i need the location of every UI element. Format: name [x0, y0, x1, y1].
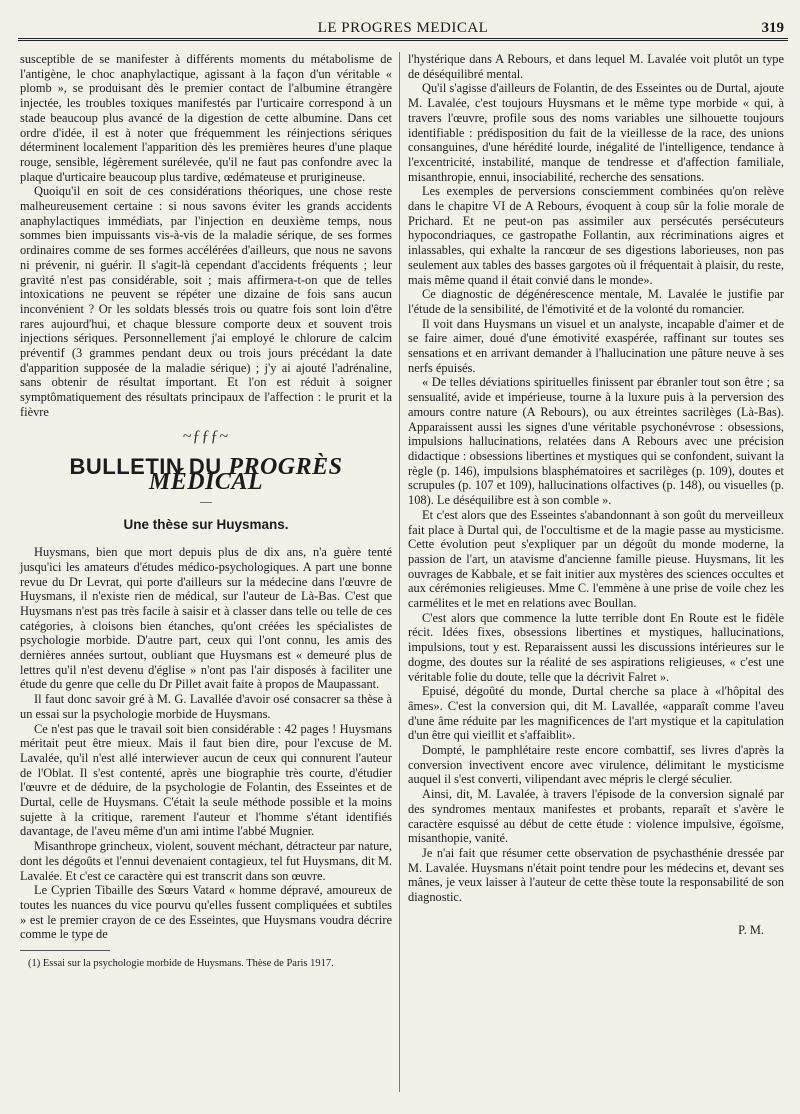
paragraph: Qu'il s'agisse d'ailleurs de Folantin, de des Esseintes ou de Durtal, ajoute M. Lavalée, c'est toujours Huysmans et le même type morbide « qui, à travers l'œuvre, profile sous des noms variables une silhouette toujours identifiable : prédisposition du fait de la vieillesse de la race, des unions consanguines, d'une hérédité lourde, inégalité de l'intelligence, tendance à l'excentricité, instabilité, manque de tendresse et d'affection familiale, misanthropie, ennui, insociabilité, recherche des sensations.	[408, 81, 784, 184]
paragraph: Les exemples de perversions consciemment combinées qu'on relève dans le chapitre VI de A Rebours, évoquent à coup sûr la folie morale de Prichard. Et ne peut-on pas assimiler aux persécutés persécuteurs hypocondriaques, ce gastropathe Follantin, aux récriminations aigres et inlassables, qui exhalte la rancœur de ses digestions laborieuses, non pas seulement aux tables des basses gargotes où il fréquentait à plaisir, du reste, mais même quand il était convié dans le monde».	[408, 184, 784, 287]
section-ornament: ~ƒƒƒ~	[182, 427, 230, 445]
bulletin-heading	[20, 454, 392, 495]
bulletin-heading-prefix: BULLETIN DU	[69, 454, 222, 480]
footnote-rule	[20, 950, 110, 951]
heading-dash: —	[200, 493, 212, 508]
paragraph: l'hystérique dans A Rebours, et dans lequel M. Lavalée voit plutôt un type de déséquilibré mental.	[408, 52, 784, 81]
column-divider	[399, 52, 400, 1092]
paragraph: Ce diagnostic de dégénérescence mentale, M. Lavalée le justifie par l'étude de la sensibilité, de l'émotivité et de la volonté du romancier.	[408, 287, 784, 316]
article-title: Une thèse sur Huysmans.	[123, 517, 289, 533]
paragraph: Il faut donc savoir gré à M. G. Lavallée d'avoir osé consacrer sa thèse à un essai sur la psychologie morbide de Huysmans.	[20, 692, 392, 721]
paragraph: Misanthrope grincheux, violent, souvent méchant, détracteur par nature, dont les dégoûts et l'ennui devenaient contagieux, tel fut Huysmans, dit M. Lavalée. Et c'est ce caractère qui est transcrit dans son œuvre.	[20, 839, 392, 883]
paragraph: Le Cyprien Tibaille des Sœurs Vatard « homme dépravé, amoureux de toutes les nuances du vice pourvu qu'elles fussent compliquées et subtiles » est le premier crayon de ce des Esseintes, que Huysmans voudra décrire comme le type de	[20, 883, 392, 942]
paragraph: Je n'ai fait que résumer cette observation de psychasthénie dressée par M. Lavalée. Huysmans n'était point tendre pour les médecins et, devant ses mânes, je veux laisser à l'auteur de cette thèse toute la responsabilité de son diagnostic.	[408, 845, 784, 905]
footnote: (1) Essai sur la psychologie morbide de Huysmans. Thèse de Paris 1917.	[28, 958, 334, 970]
paragraph: Il voit dans Huysmans un visuel et un analyste, incapable d'aimer et de se faire aimer, doué d'une émotivité exaspérée, raffinant sur toutes ses sensations et en arrivant demander à l'hallucination une pâture neuve à ses nerfs épuisés.	[408, 316, 784, 375]
paragraph: Ainsi, dit, M. Lavalée, à travers l'épisode de la conversion signalé par des syndromes mentaux manifestes et probants, reparaît et s'avère le caractère esquissé au début de cette étude : violence impulsive, égoïsme, misanthopie, vanité.	[408, 787, 784, 846]
paragraph: Dompté, le pamphlétaire reste encore combattif, ses livres d'après la conversion invectivent encore avec virulence, délimitant le mysticisme auquel il s'est converti, vilipendant avec mépris le clergé séculier.	[408, 743, 784, 787]
paragraph: C'est alors que commence la lutte terrible dont En Route est le fidèle récit. Idées fixes, obsessions libertines et mystiques, hallucinations, impulsions, tout y est. Reparaissent aussi les discussions intérieures sur le dogme, des doutes sur la réalité de ses aspirations religieuses, « c'est une véritable folie du doute, telle que la décrivit Falret ».	[408, 610, 784, 684]
left-column	[20, 52, 392, 970]
paragraph: Ce n'est pas que le travail soit bien considérable : 42 pages ! Huysmans méritait peut être mieux. Mais il faut bien dire, pour l'excuse de M. Lavalée, qu'il n'est allé interwiever aucun de ceux qui connurent l'auteur de l'Oblat. Il s'est contenté, après une biographie très courte, d'étudier l'œuvre et de déduire, de la psychologie de Folantin, des Esseintes et de Durtal, celle de Huysmans. C'était la seule méthode possible et la moins sujette à la critique, rarement l'auteur et l'homme s'étant identifiés davantage, de l'aveu même d'un ami intime l'abbé Mugnier.	[20, 721, 392, 839]
paragraph: susceptible de se manifester à différents moments du métabolisme de l'antigène, le choc anaphylactique, agissant à la façon d'un véritable « plomb », se produisant dès le premier contact de l'albumine étrangère injectée, les troubles toxiques manifestés par l'urticaire correspond à un stade beaucoup plus avancé de la digestion de cette albumine. Dans cet ordre d'idée, il est à noter que fréquemment les réinjections sériques déterminent localement l'apparition dès les premières heures d'une plaque rouge, sensible, légèrement surélevée, qu'il ne faut pas confondre avec la plaque d'urticaire beaucoup plus tardive, œdémateuse et prurigineuse.	[20, 52, 392, 184]
paragraph: Et c'est alors que des Esseintes s'abandonnant à son goût du merveilleux fait place à Durtal qui, de l'occultisme et de la magie passe au mysticisme. Cette évolution peut s'expliquer par un dégoût du monde moderne, la passion de l'art, un atavisme d'ancienne famille pieuse. Huysmans, lit les ouvrages de Kabbale, et se fait initier aux mystères des sciences occultes et aux cérémonies religieuses. Mme C. l'emmène à une prise de voile chez les carmélites et le met en relations avec Boullan.	[408, 507, 784, 611]
right-column	[408, 52, 784, 937]
paragraph: Quoiqu'il en soit de ces considérations théoriques, une chose reste malheureusement certaine : si nous savons éviter les grands accidents anaphylactiques immédiats, par l'injection en deuxième temps, nous sommes bien impuissants vis-à-vis de la maladie sérique, de ses formes ordinaires comme de ses formes accélérées d'ailleurs, que nous ne savons ni prévenir, ni guérir. Il s'agit-là cependant d'accidents fréquents ; leur gravité n'est pas considérable, soit ; mais affirmera-t-on que de telles intoxications ne peuvent se répéter une dizaine de fois sans aucun inconvénient ? Or les soldats blessés trois ou quatre fois sont loin d'être rares aujourd'hui, et chaque blessure comporte deux et souvent trois injections sériques. Personnellement j'ai employé le chlorure de calcim préventif (3 grammes pendant deux ou trois jours précédant la date d'apparition supposée de la maladie sérique) ; j'y ai ajouté l'adrénaline, sans obtenir de résultat important. Et l'on est réduit à soigner symptômatiquement des résultats principaux de l'affection : le prurit et la fièvre	[20, 184, 392, 419]
paragraph: Huysmans, bien que mort depuis plus de dix ans, n'a guère tenté jusqu'ici les amateurs d'études médico-psychologiques. A part une bonne revue du Dr Levrat, qui porte d'ailleurs sur la médecine dans l'œuvre de Huysmans, il n'existe rien de médical, sur l'auteur de Là-Bas. C'est que Huysmans n'est pas très facile à saisir et à classer dans telle ou telle de ces catégories, à cloisons bien étanches, qu'ont créées les spécialistes de psychologie morbide. D'autre part, ceux qui l'ont connu, les amis des dernières années surtout, oubliant que Huysmans est « demeuré plus de lettres qu'il n'est devenu d'église » n'ont pas l'air disposés à faciliter une étude du genre que celle du Dr Pillet avait faite à propos de Maupassant.	[20, 545, 392, 692]
paragraph: « De telles déviations spirituelles finissent par ébranler tout son être ; sa sensualité, avide et impérieuse, tourne à la luxure puis à la perversion des amours contre nature (A Rebours), ou aux étreintes sacrilèges (Là-Bas). Apparaissent aussi les signes d'une véritable psychonévrose : obsessions, impulsions hallucinations, relatées dans A Rebours avec une précision didactique : obsessions libertines et mystiques qui se confondent, suivant la règle (p. 146), impulsions blasphématoires et sacrilèges (p. 109), doutes et scrupules (p. 107 et 109), hallucinations olfactives (p. 148), ou visuelles (p. 108). Le déséquilibre est à son comble ».	[408, 375, 784, 508]
paragraph: Epuisé, dégoûté du monde, Durtal cherche sa place à «l'hôpital des âmes». C'est la conversion qui, dit M. Lavallée, «apparaît comme l'aveu d'une âme réduite par les magnificences de l'art mystique et la capitulation d'un être qui vieillit et s'affaiblit».	[408, 684, 784, 743]
author-signature: P. M.	[738, 922, 764, 937]
bulletin-heading-emphasis: PROGRÈS MÉDICAL	[148, 454, 343, 495]
running-header	[18, 14, 788, 41]
page-number: 319	[761, 20, 784, 36]
journal-title: LE PROGRES MEDICAL	[317, 20, 489, 36]
